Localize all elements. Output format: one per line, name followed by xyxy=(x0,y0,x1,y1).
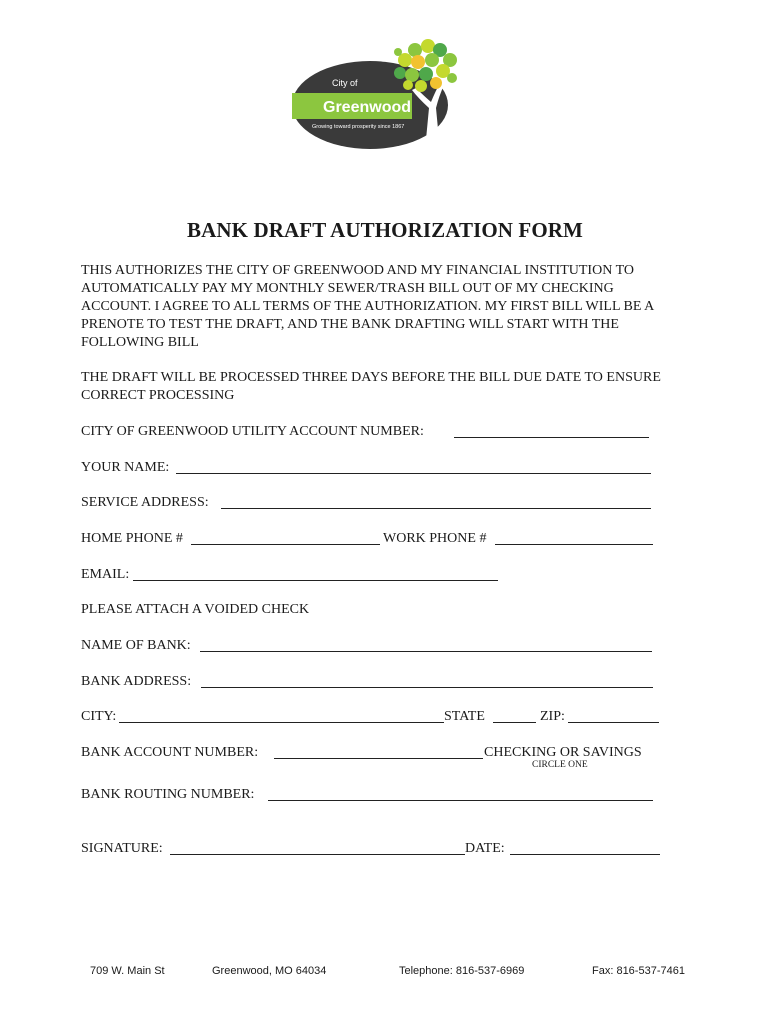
bank-address-label: BANK ADDRESS: xyxy=(81,674,192,689)
logo-city-of: City of xyxy=(332,78,358,88)
form-title: BANK DRAFT AUTHORIZATION FORM xyxy=(187,218,583,242)
your-name-field[interactable] xyxy=(176,473,651,474)
email-label: EMAIL: xyxy=(81,567,130,582)
circle-one-note: CIRCLE ONE xyxy=(532,760,588,770)
home-phone-label: HOME PHONE # xyxy=(81,531,183,546)
zip-label: ZIP: xyxy=(540,709,565,724)
processing-notice: THE DRAFT WILL BE PROCESSED THREE DAYS BEFORE THE BILL DUE DATE TO ENSURE CORRECT PROCESSING xyxy=(81,370,661,403)
service-address-label: SERVICE ADDRESS: xyxy=(81,495,209,510)
date-field[interactable] xyxy=(510,854,660,855)
account-number-label: CITY OF GREENWOOD UTILITY ACCOUNT NUMBER: xyxy=(81,424,424,439)
footer-address: 709 W. Main St xyxy=(90,965,165,977)
logo-graphic xyxy=(290,38,460,153)
routing-number-field[interactable] xyxy=(268,800,653,801)
account-number-field[interactable] xyxy=(454,437,649,438)
city-of-greenwood-logo xyxy=(290,38,460,153)
email-field[interactable] xyxy=(133,580,498,581)
authorization-paragraph: THIS AUTHORIZES THE CITY OF GREENWOOD AND MY FINANCIAL INSTITUTION TO AUTOMATICALLY PAY MY MONTHLY SEWER/TRASH BILL OUT OF MY CHECKING ACCOUNT. I AGREE TO ALL TERMS OF THE AUTHORIZATION. MY FIRST BILL WILL BE A PRENOTE TO TEST THE DRAFT, AND THE BANK DRAFTING WILL START WITH THE FOLLOWING BILL xyxy=(81,263,654,350)
state-field[interactable] xyxy=(493,722,536,723)
signature-label: SIGNATURE: xyxy=(81,841,163,856)
bank-address-field[interactable] xyxy=(201,687,653,688)
footer-telephone: Telephone: 816-537-6969 xyxy=(399,965,525,977)
work-phone-label: WORK PHONE # xyxy=(383,531,487,546)
attach-check-note: PLEASE ATTACH A VOIDED CHECK xyxy=(81,602,310,617)
city-label: CITY: xyxy=(81,709,117,724)
logo-tagline: Growing toward prosperity since 1867 xyxy=(312,124,405,130)
tree-leaves xyxy=(394,39,457,92)
date-label: DATE: xyxy=(465,841,505,856)
city-field[interactable] xyxy=(119,722,444,723)
routing-number-label: BANK ROUTING NUMBER: xyxy=(81,787,255,802)
your-name-label: YOUR NAME: xyxy=(81,460,170,475)
zip-field[interactable] xyxy=(568,722,659,723)
bank-name-label: NAME OF BANK: xyxy=(81,638,191,653)
home-phone-field[interactable] xyxy=(191,544,380,545)
state-label: STATE xyxy=(444,709,485,724)
signature-field[interactable] xyxy=(170,854,465,855)
footer-city-state: Greenwood, MO 64034 xyxy=(212,965,327,977)
work-phone-field[interactable] xyxy=(495,544,653,545)
bank-account-number-label: BANK ACCOUNT NUMBER: xyxy=(81,745,259,760)
bank-account-number-field[interactable] xyxy=(274,758,483,759)
service-address-field[interactable] xyxy=(221,508,651,509)
checking-or-savings-option[interactable]: CHECKING OR SAVINGS xyxy=(484,745,642,760)
footer-fax: Fax: 816-537-7461 xyxy=(592,965,685,977)
bank-name-field[interactable] xyxy=(200,651,652,652)
logo-name: Greenwood xyxy=(323,99,412,116)
